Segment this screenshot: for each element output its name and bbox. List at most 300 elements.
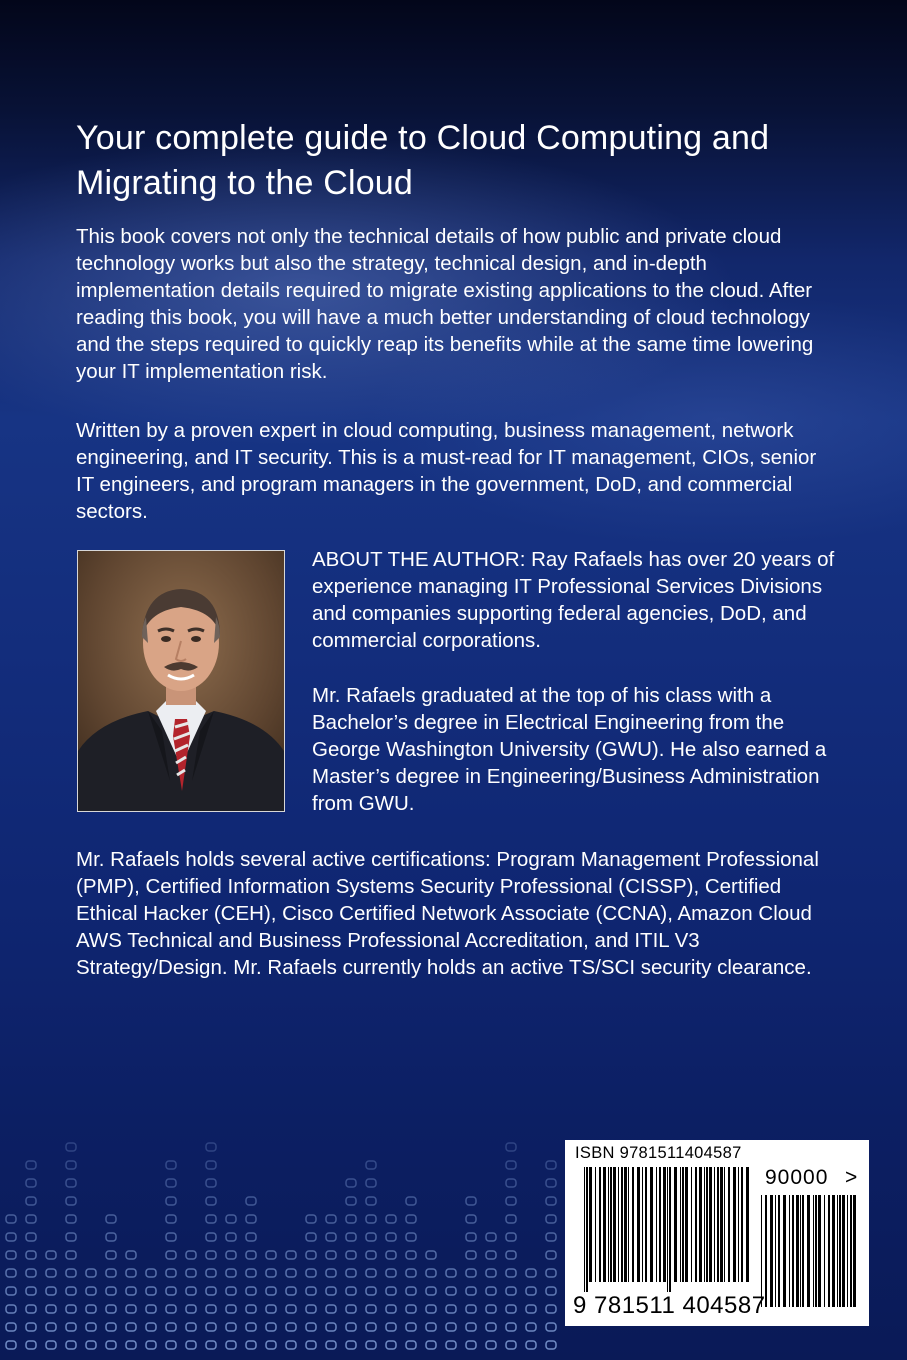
barcode-bar — [659, 1167, 661, 1282]
barcode-bar — [618, 1167, 619, 1282]
barcode-bar — [632, 1167, 634, 1282]
dot — [226, 1341, 236, 1349]
dot — [166, 1287, 176, 1295]
barcode-bar — [796, 1195, 799, 1307]
barcode-bar — [824, 1195, 825, 1307]
dot — [466, 1305, 476, 1313]
dot — [266, 1305, 276, 1313]
dot — [286, 1323, 296, 1331]
dot — [306, 1323, 316, 1331]
dot — [406, 1233, 416, 1241]
barcode-bar — [837, 1195, 838, 1307]
dot — [466, 1269, 476, 1277]
dot — [186, 1305, 196, 1313]
dot — [86, 1287, 96, 1295]
dot — [46, 1305, 56, 1313]
barcode-bar — [706, 1167, 708, 1282]
dot — [406, 1251, 416, 1259]
dot — [126, 1341, 136, 1349]
dot — [326, 1287, 336, 1295]
dot — [326, 1341, 336, 1349]
barcode-bar — [728, 1167, 730, 1282]
dot — [326, 1215, 336, 1223]
dot — [386, 1269, 396, 1277]
dot — [506, 1179, 516, 1187]
dot — [546, 1341, 556, 1349]
dot — [106, 1251, 116, 1259]
dot — [46, 1251, 56, 1259]
dot — [26, 1323, 36, 1331]
dot — [306, 1269, 316, 1277]
dot — [546, 1215, 556, 1223]
dot — [446, 1287, 456, 1295]
barcode-bar — [847, 1195, 848, 1307]
dot — [346, 1305, 356, 1313]
dot — [506, 1269, 516, 1277]
dot — [466, 1287, 476, 1295]
about-the-author: ABOUT THE AUTHOR: Ray Rafaels has over 20 years of experience managing IT Professional Services Divisions and companies supporting federal agencies, DoD, and commercial corporations. — [312, 548, 835, 652]
dot — [26, 1179, 36, 1187]
dot — [326, 1233, 336, 1241]
dot — [306, 1341, 316, 1349]
dot — [166, 1269, 176, 1277]
dot — [286, 1287, 296, 1295]
dot — [266, 1287, 276, 1295]
dot — [246, 1215, 256, 1223]
barcode-bar — [720, 1167, 723, 1282]
dot — [386, 1323, 396, 1331]
dot — [466, 1197, 476, 1205]
barcode-bar — [599, 1167, 601, 1282]
dot — [486, 1269, 496, 1277]
barcode-bar — [738, 1167, 739, 1282]
dot — [346, 1197, 356, 1205]
barcode-bar — [733, 1167, 736, 1282]
dot — [66, 1287, 76, 1295]
dot — [146, 1323, 156, 1331]
dot — [66, 1233, 76, 1241]
dot — [26, 1197, 36, 1205]
dot — [486, 1341, 496, 1349]
dot — [426, 1305, 436, 1313]
dot — [446, 1269, 456, 1277]
dot — [266, 1341, 276, 1349]
barcode-bar — [685, 1167, 688, 1282]
dot — [206, 1215, 216, 1223]
dot — [46, 1287, 56, 1295]
barcode-bar — [746, 1167, 749, 1282]
barcode-bar — [709, 1167, 712, 1282]
barcode-bar — [695, 1167, 697, 1282]
dot — [86, 1341, 96, 1349]
dot — [166, 1341, 176, 1349]
barcode-bar — [610, 1167, 612, 1282]
barcode-bar — [621, 1167, 623, 1282]
dot — [26, 1215, 36, 1223]
dot — [366, 1233, 376, 1241]
dot — [386, 1287, 396, 1295]
dot — [386, 1341, 396, 1349]
dot — [366, 1179, 376, 1187]
price-code: 90000 — [765, 1166, 829, 1189]
dot — [186, 1341, 196, 1349]
dot — [366, 1341, 376, 1349]
dot — [86, 1305, 96, 1313]
dot — [546, 1161, 556, 1169]
dot — [406, 1197, 416, 1205]
dot — [506, 1287, 516, 1295]
dot — [26, 1269, 36, 1277]
barcode-bar — [783, 1195, 786, 1307]
dot — [486, 1233, 496, 1241]
dot — [526, 1323, 536, 1331]
price-arrow: > — [845, 1166, 858, 1189]
dot — [466, 1233, 476, 1241]
dot — [106, 1287, 116, 1295]
dot — [246, 1197, 256, 1205]
barcode-bar — [741, 1167, 743, 1282]
dot — [86, 1269, 96, 1277]
barcode-bar — [650, 1167, 653, 1282]
dot — [386, 1305, 396, 1313]
dot — [26, 1341, 36, 1349]
barcode-bar — [792, 1195, 794, 1307]
barcode-bar — [842, 1195, 845, 1307]
dot — [226, 1251, 236, 1259]
barcode-bar — [775, 1195, 776, 1307]
dot — [546, 1323, 556, 1331]
dot — [546, 1269, 556, 1277]
author-education: Mr. Rafaels graduated at the top of his class with a Bachelor’s degree in Electrical Engineering from the George Washington University (GWU). He also earned a Master’s degree in Engineering/Business Administration from GWU. — [312, 684, 827, 815]
isbn-label: ISBN 9781511404587 — [575, 1144, 742, 1162]
barcode-bar — [589, 1167, 592, 1282]
dot — [346, 1215, 356, 1223]
dot — [546, 1251, 556, 1259]
barcode-bar — [832, 1195, 835, 1307]
dot — [166, 1215, 176, 1223]
dot — [166, 1233, 176, 1241]
dot — [486, 1323, 496, 1331]
dot — [326, 1305, 336, 1313]
barcode-bar — [628, 1167, 629, 1282]
dot — [346, 1269, 356, 1277]
dot — [266, 1251, 276, 1259]
barcode-bar — [613, 1167, 616, 1282]
barcode-bar — [813, 1195, 814, 1307]
dot — [66, 1179, 76, 1187]
barcode-bar — [802, 1195, 804, 1307]
dot — [206, 1197, 216, 1205]
barcode-bar — [608, 1167, 609, 1282]
barcode-bar — [584, 1167, 585, 1292]
barcode-bar — [815, 1195, 817, 1307]
dot — [106, 1233, 116, 1241]
dot — [466, 1323, 476, 1331]
dot — [206, 1179, 216, 1187]
dot — [26, 1251, 36, 1259]
dot — [206, 1269, 216, 1277]
dot — [66, 1341, 76, 1349]
dot — [186, 1287, 196, 1295]
dot — [486, 1287, 496, 1295]
author-certifications: Mr. Rafaels holds several active certifications: Program Management Professional (PMP), Certified Information Systems Security Professional (CISSP), Certified Ethical Hacker (CEH), Cisco Certified Network Associate (CCNA), Amazon Cloud AWS Technical and Business Professional Accreditation, and ITIL V3 Strategy/Design. Mr. Rafaels currently holds an active TS/SCI security clearance. — [76, 848, 819, 979]
dot — [206, 1287, 216, 1295]
dot — [426, 1251, 436, 1259]
dot — [466, 1215, 476, 1223]
barcode-bar — [595, 1167, 596, 1282]
ean-digits: 9 781511 404587 — [573, 1292, 766, 1319]
dot — [66, 1197, 76, 1205]
barcode-bar — [645, 1167, 647, 1282]
dot — [346, 1233, 356, 1241]
barcode-bar — [724, 1167, 725, 1282]
book-description: This book covers not only the technical details of how public and private cloud technology works but also the strategy, technical design, and in-depth implementation details required to migrate existing applications to the cloud. After reading this book, you will have a much better understanding of cloud technology and the steps required to quickly reap its benefits while at the same time lowering your IT implementation risk. — [76, 225, 814, 383]
ean-barcode-bars — [584, 1167, 754, 1292]
dot — [426, 1323, 436, 1331]
dot — [406, 1215, 416, 1223]
dot — [526, 1341, 536, 1349]
dot — [86, 1323, 96, 1331]
dot — [546, 1233, 556, 1241]
barcode-bar — [761, 1195, 762, 1307]
dot — [6, 1323, 16, 1331]
dot — [126, 1305, 136, 1313]
dot — [386, 1233, 396, 1241]
dot — [226, 1215, 236, 1223]
dot — [246, 1287, 256, 1295]
dot — [266, 1269, 276, 1277]
barcode-bar — [586, 1167, 588, 1292]
dot — [546, 1287, 556, 1295]
dot — [146, 1287, 156, 1295]
dot — [206, 1251, 216, 1259]
dot — [506, 1197, 516, 1205]
dot — [246, 1251, 256, 1259]
barcode-bar — [789, 1195, 790, 1307]
dot — [146, 1305, 156, 1313]
dot — [306, 1287, 316, 1295]
addon-barcode-bars — [761, 1195, 859, 1317]
isbn-barcode — [565, 1140, 869, 1326]
dot — [246, 1233, 256, 1241]
dot — [506, 1251, 516, 1259]
barcode-bar — [765, 1195, 767, 1307]
dot — [106, 1323, 116, 1331]
barcode-bar — [603, 1167, 606, 1282]
dot — [366, 1161, 376, 1169]
dot — [366, 1197, 376, 1205]
dot — [526, 1287, 536, 1295]
dot — [6, 1305, 16, 1313]
barcode-bar — [850, 1195, 852, 1307]
dot — [446, 1323, 456, 1331]
barcode-bar — [853, 1195, 856, 1307]
dot — [406, 1287, 416, 1295]
dot — [66, 1215, 76, 1223]
dot — [66, 1161, 76, 1169]
dot — [406, 1269, 416, 1277]
dot — [186, 1251, 196, 1259]
dot — [366, 1215, 376, 1223]
dot — [26, 1305, 36, 1313]
barcode-bar — [663, 1167, 666, 1282]
barcode-bar — [828, 1195, 830, 1307]
dot — [366, 1269, 376, 1277]
dot — [266, 1323, 276, 1331]
dot — [326, 1251, 336, 1259]
dot — [246, 1305, 256, 1313]
dot — [166, 1323, 176, 1331]
dot — [26, 1287, 36, 1295]
dot — [386, 1251, 396, 1259]
dot — [366, 1287, 376, 1295]
dot — [446, 1341, 456, 1349]
barcode-bar — [770, 1195, 773, 1307]
dot — [286, 1305, 296, 1313]
barcode-bar — [674, 1167, 677, 1282]
dot — [306, 1251, 316, 1259]
dot-pattern-decoration — [0, 1135, 560, 1360]
dot — [486, 1251, 496, 1259]
author-photo — [77, 550, 285, 812]
dot — [506, 1215, 516, 1223]
dot — [106, 1215, 116, 1223]
dot — [106, 1305, 116, 1313]
dot — [486, 1305, 496, 1313]
dot — [546, 1179, 556, 1187]
dot — [526, 1305, 536, 1313]
dot — [306, 1305, 316, 1313]
dot — [246, 1323, 256, 1331]
dot — [166, 1197, 176, 1205]
barcode-bar — [667, 1167, 668, 1292]
dot — [26, 1233, 36, 1241]
dot — [186, 1269, 196, 1277]
dot — [506, 1323, 516, 1331]
dot — [326, 1269, 336, 1277]
dot — [546, 1305, 556, 1313]
headline: Your complete guide to Cloud Computing and Migrating to the Cloud — [76, 119, 770, 202]
barcode-bar — [778, 1195, 780, 1307]
dot — [206, 1143, 216, 1151]
dot — [226, 1233, 236, 1241]
dot — [6, 1269, 16, 1277]
dot — [106, 1269, 116, 1277]
dot — [106, 1341, 116, 1349]
dot — [346, 1251, 356, 1259]
dot — [206, 1323, 216, 1331]
dot — [226, 1305, 236, 1313]
dot — [66, 1305, 76, 1313]
barcode-bar — [818, 1195, 821, 1307]
author-credentials-blurb: Written by a proven expert in cloud computing, business management, network engineering, and IT security. This is a must-read for IT management, CIOs, senior IT engineers, and program managers in the government, DoD, and commercial sectors. — [76, 419, 817, 523]
dot — [246, 1269, 256, 1277]
barcode-bar — [691, 1167, 692, 1282]
dot — [506, 1341, 516, 1349]
barcode-bar — [682, 1167, 684, 1282]
dot — [206, 1305, 216, 1313]
dot — [66, 1323, 76, 1331]
dot — [126, 1287, 136, 1295]
dot — [346, 1287, 356, 1295]
barcode-bar — [704, 1167, 705, 1282]
dot — [206, 1341, 216, 1349]
dot — [6, 1251, 16, 1259]
dot — [146, 1341, 156, 1349]
dot — [506, 1305, 516, 1313]
dot — [46, 1323, 56, 1331]
dot — [406, 1323, 416, 1331]
dot — [6, 1215, 16, 1223]
dot — [66, 1269, 76, 1277]
dot — [286, 1341, 296, 1349]
dot — [46, 1269, 56, 1277]
dot — [466, 1341, 476, 1349]
dot — [66, 1143, 76, 1151]
barcode-bar — [839, 1195, 841, 1307]
dot — [6, 1341, 16, 1349]
dot — [286, 1269, 296, 1277]
dot — [186, 1323, 196, 1331]
dot — [226, 1269, 236, 1277]
dot — [466, 1251, 476, 1259]
dot — [226, 1287, 236, 1295]
dot — [6, 1233, 16, 1241]
dot — [206, 1233, 216, 1241]
dot — [306, 1215, 316, 1223]
dot — [506, 1143, 516, 1151]
barcode-bar — [680, 1167, 681, 1282]
barcode-bar — [642, 1167, 643, 1282]
barcode-bar — [637, 1167, 640, 1282]
dot — [366, 1323, 376, 1331]
dot — [6, 1287, 16, 1295]
dot — [506, 1233, 516, 1241]
dot — [446, 1305, 456, 1313]
barcode-bar — [656, 1167, 657, 1282]
dot — [526, 1269, 536, 1277]
dot — [46, 1341, 56, 1349]
dot — [166, 1161, 176, 1169]
dot — [306, 1233, 316, 1241]
dot — [546, 1197, 556, 1205]
dot — [426, 1341, 436, 1349]
dot — [206, 1161, 216, 1169]
dot — [166, 1179, 176, 1187]
dot — [406, 1341, 416, 1349]
dot — [346, 1323, 356, 1331]
barcode-bar — [624, 1167, 627, 1282]
dot — [246, 1341, 256, 1349]
dot — [406, 1305, 416, 1313]
dot — [126, 1251, 136, 1259]
dot — [326, 1323, 336, 1331]
barcode-bar — [699, 1167, 702, 1282]
dot — [386, 1215, 396, 1223]
dot — [226, 1323, 236, 1331]
dot — [346, 1179, 356, 1187]
dot — [366, 1251, 376, 1259]
dot — [126, 1269, 136, 1277]
dot — [506, 1161, 516, 1169]
dot — [346, 1341, 356, 1349]
dot — [426, 1269, 436, 1277]
dot — [166, 1305, 176, 1313]
barcode-bar — [807, 1195, 810, 1307]
barcode-bar — [714, 1167, 715, 1282]
dot — [166, 1251, 176, 1259]
dot — [66, 1251, 76, 1259]
